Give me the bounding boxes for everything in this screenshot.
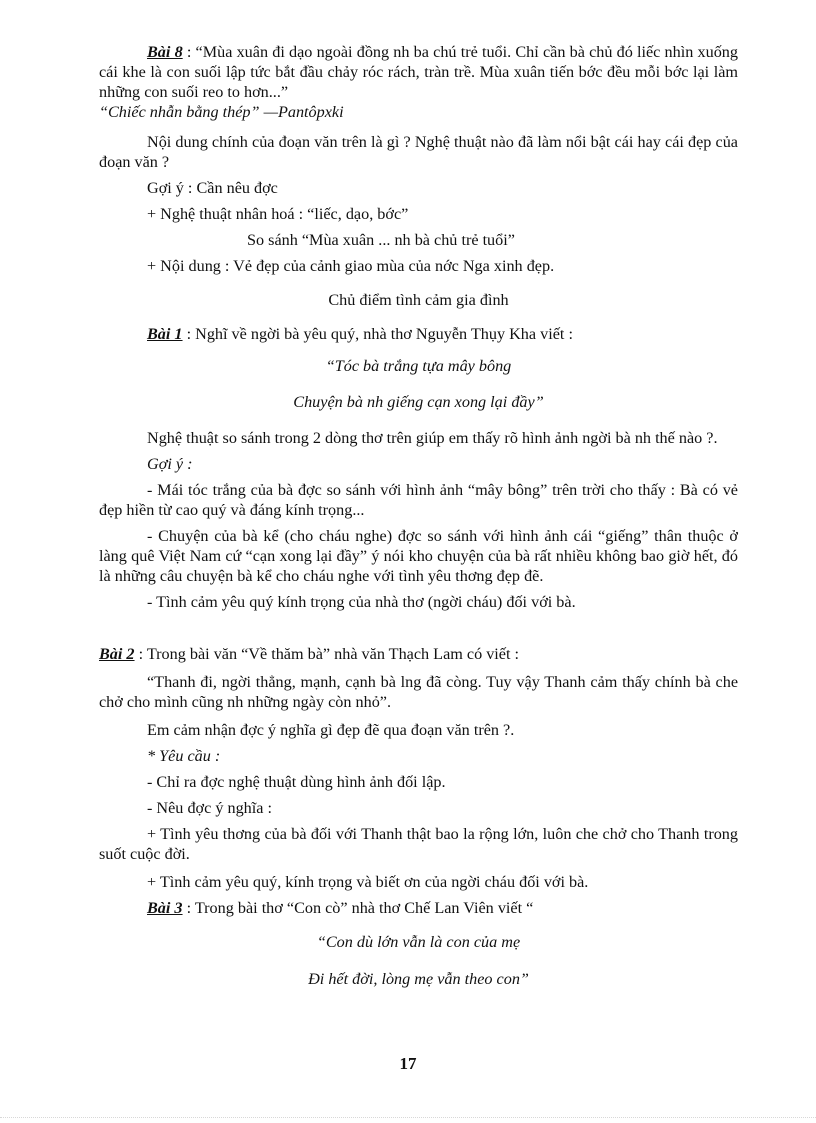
exercise-2-label: Bài 2 bbox=[99, 645, 135, 664]
exercise-8-label: Bài 8 bbox=[147, 43, 183, 61]
exercise-1-verse-1: “Tóc bà trắng tựa mây bông bbox=[325, 357, 512, 375]
exercise-1-point-2: - Chuyện của bà kể (cho cháu nghe) đợc so sánh với hình ảnh cái “giếng” thân thuộc ở làng quê Việt Nam cứ “cạn xong lại đầy” ý nói kho chuyện của bà rất nhiều không bao giờ hết, đó là những câu chuyện bà kể cho cháu nghe với tình yêu thơng đẹp đẽ. bbox=[99, 527, 738, 586]
exercise-2-quote: “Thanh đi, ngời thẳng, mạnh, cạnh bà lng đã còng. Tuy vậy Thanh cảm thấy chính bà che chở cho mình cũng nh những ngày còn nhỏ”. bbox=[99, 673, 738, 712]
exercise-2-intro: : Trong bài văn “Về thăm bà” nhà văn Thạch Lam có viết : bbox=[134, 645, 520, 664]
exercise-2-req-3: + Tình yêu thơng của bà đối với Thanh thật bao la rộng lớn, luôn che chở cho Thanh trong suốt cuộc đời. bbox=[99, 825, 738, 864]
exercise-1-verse-2: Chuyện bà nh giếng cạn xong lại đầy” bbox=[293, 393, 544, 412]
exercise-8-content: + Nội dung : Vẻ đẹp của cảnh giao mùa của nớc Nga xinh đẹp. bbox=[147, 257, 555, 275]
exercise-8-question: Nội dung chính của đoạn văn trên là gì ? Nghệ thuật nào đã làm nổi bật cái hay cái đẹp của đoạn văn ? bbox=[99, 133, 738, 171]
exercise-3-label: Bài 3 bbox=[147, 899, 183, 918]
exercise-3-verse-1: “Con dù lớn vẫn là con của mẹ bbox=[316, 933, 521, 952]
theme-heading: Chủ điểm tình cảm gia đình bbox=[328, 291, 509, 309]
exercise-8-source: “Chiếc nhẫn bằng thép” —Pantôpxki bbox=[99, 103, 344, 121]
document-page bbox=[99, 42, 738, 1005]
exercise-8-art: + Nghệ thuật nhân hoá : “liếc, dạo, bớc” bbox=[147, 205, 409, 223]
exercise-3-verse-2: Đi hết đời, lòng mẹ vẫn theo con” bbox=[308, 969, 529, 988]
exercise-2-req-4: + Tình cảm yêu quý, kính trọng và biết ơn của ngời cháu đối với bà. bbox=[147, 873, 589, 892]
page-number: 17 bbox=[399, 1054, 417, 1073]
exercise-1-intro: : Nghĩ về ngời bà yêu quý, nhà thơ Nguyễn Thụy Kha viết : bbox=[182, 325, 573, 343]
exercise-2-question: Em cảm nhận đợc ý nghĩa gì đẹp đẽ qua đoạn văn trên ?. bbox=[147, 721, 515, 740]
exercise-1-label: Bài 1 bbox=[147, 325, 183, 343]
exercise-1-point-1: - Mái tóc trắng của bà đợc so sánh với hình ảnh “mây bông” trên trời cho thấy : Bà có vẻ đẹp hiền từ cao quý và đáng kính trọng... bbox=[99, 481, 738, 520]
exercise-3-intro: : Trong bài thơ “Con cò” nhà thơ Chế Lan Viên viết “ bbox=[182, 899, 534, 918]
page-bottom-divider bbox=[0, 1117, 816, 1118]
exercise-1-intro-paragraph bbox=[99, 324, 738, 344]
exercise-3-intro-paragraph bbox=[99, 898, 738, 918]
exercise-2-intro-paragraph bbox=[99, 644, 738, 664]
exercise-2-req-2: - Nêu đợc ý nghĩa : bbox=[147, 799, 272, 818]
exercise-2-requirement: * Yêu cầu : bbox=[147, 747, 221, 766]
exercise-2-req-1: - Chỉ ra đợc nghệ thuật dùng hình ảnh đối lập. bbox=[147, 773, 446, 792]
exercise-1-hint: Gợi ý : bbox=[147, 455, 193, 474]
exercise-8-text: : “Mùa xuân đi dạo ngoài đồng nh ba chú trẻ tuổi. Chỉ cần bà chủ đó liếc nhìn xuống cái khe là con suối lập tức bắt đầu chảy róc rách, tràn trề. Mùa xuân tiến bớc đều mỗi bớc lại làm những con suối reo to hơn...” bbox=[99, 43, 738, 101]
exercise-8-compare: So sánh “Mùa xuân ... nh bà chủ trẻ tuổi” bbox=[247, 231, 515, 249]
exercise-8-hint: Gợi ý : Cần nêu đợc bbox=[147, 179, 278, 197]
exercise-1-point-3: - Tình cảm yêu quý kính trọng của nhà thơ (ngời cháu) đối với bà. bbox=[147, 593, 576, 612]
exercise-8-paragraph bbox=[99, 42, 738, 102]
exercise-1-question: Nghệ thuật so sánh trong 2 dòng thơ trên giúp em thấy rõ hình ảnh ngời bà nh thế nào ?. bbox=[147, 429, 718, 448]
